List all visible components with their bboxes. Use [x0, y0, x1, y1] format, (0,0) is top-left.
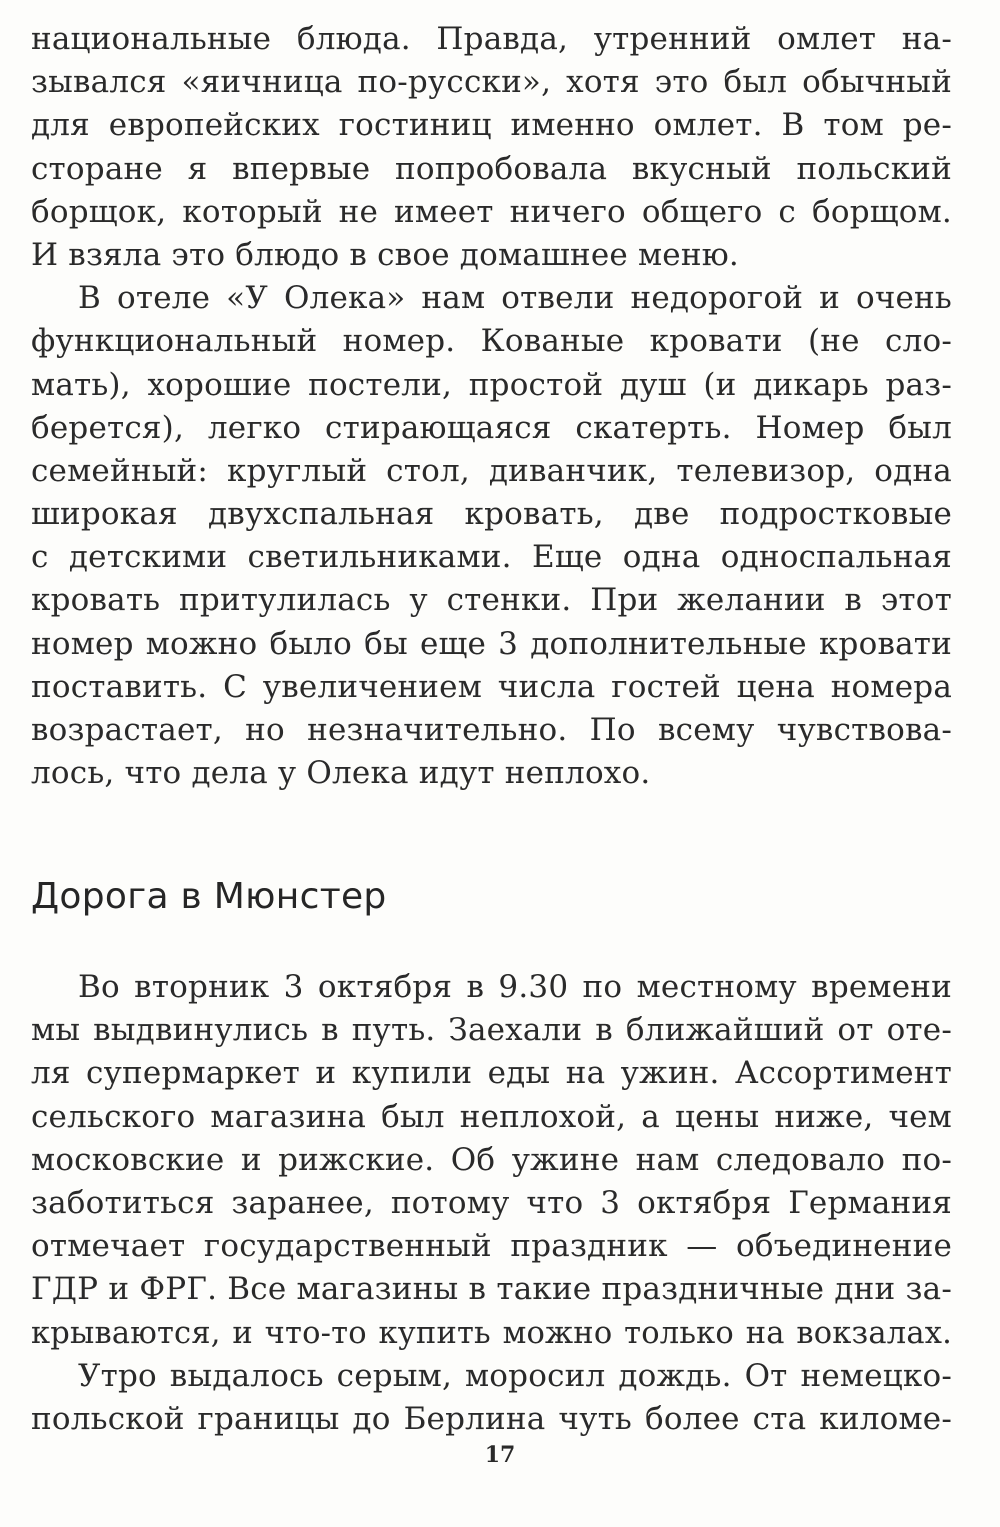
page-number: 17 — [484, 1442, 516, 1468]
text-line: сельского магазина был неплохой, а цены ниже, чем — [31, 1098, 952, 1135]
text-line: возрастает, но незначительно. По всему чувствова- — [31, 712, 952, 748]
text-line: польской границы до Берлина чуть более ста киломе- — [31, 1400, 952, 1437]
text-line: Во вторник 3 октября в 9.30 по местному времени — [78, 969, 952, 1005]
text-line: с детскими светильниками. Еще одна односпальная — [31, 539, 952, 576]
text-line: функциональный номер. Кованые кровати (не сло- — [31, 323, 952, 360]
text-line: поставить. С увеличением числа гостей цена номера — [31, 668, 952, 705]
text-line: мать), хорошие постели, простой душ (и дикарь раз- — [31, 366, 952, 403]
text-line: ГДР и ФРГ. Все магазины в такие праздничные дни за- — [31, 1271, 952, 1308]
text-line: заботиться заранее, потому что 3 октября Германия — [31, 1184, 952, 1221]
text-line: мы выдвинулись в путь. Заехали в ближайший от оте- — [31, 1012, 952, 1049]
text-line: лось, что дела у Олека идут неплохо. — [31, 755, 651, 792]
text-line: кровать притулилась у стенки. При желании в этот — [31, 582, 952, 619]
text-block-bottom — [31, 966, 952, 1441]
text-line: отмечает государственный праздник — объединение — [31, 1228, 952, 1265]
text-line: зывался «яичница по-русски», хотя это был обычный — [31, 64, 952, 101]
text-line: борщок, который не имеет ничего общего с борщом. — [31, 193, 952, 230]
text-line: национальные блюда. Правда, утренний омлет на- — [31, 21, 952, 57]
section-heading: Дорога в Мюнстер — [31, 876, 387, 917]
text-line: московские и рижские. Об ужине нам следовало по- — [31, 1141, 952, 1178]
text-line: ля супермаркет и купили еды на ужин. Ассортимент — [31, 1055, 952, 1092]
text-line: В отеле «У Олека» нам отвели недорогой и очень — [78, 280, 952, 317]
text-line: И взяла это блюдо в свое домашнее меню. — [31, 236, 739, 273]
text-line: крываются, и что-то купить можно только на вокзалах. — [31, 1315, 952, 1351]
text-line: номер можно было бы еще 3 дополнительные кровати — [31, 625, 952, 662]
text-line: берется), легко стирающаяся скатерть. Номер был — [31, 409, 952, 446]
text-line: для европейских гостиниц именно омлет. В том ре- — [31, 107, 952, 144]
text-line: широкая двухспальная кровать, две подростковые — [31, 496, 952, 533]
text-line: сторане я впервые попробовала вкусный польский — [31, 150, 952, 187]
text-line: Утро выдалось серым, моросил дождь. От немецко- — [78, 1357, 952, 1394]
text-line: семейный: круглый стол, диванчик, телевизор, одна — [31, 452, 952, 489]
text-block-top — [31, 18, 952, 795]
